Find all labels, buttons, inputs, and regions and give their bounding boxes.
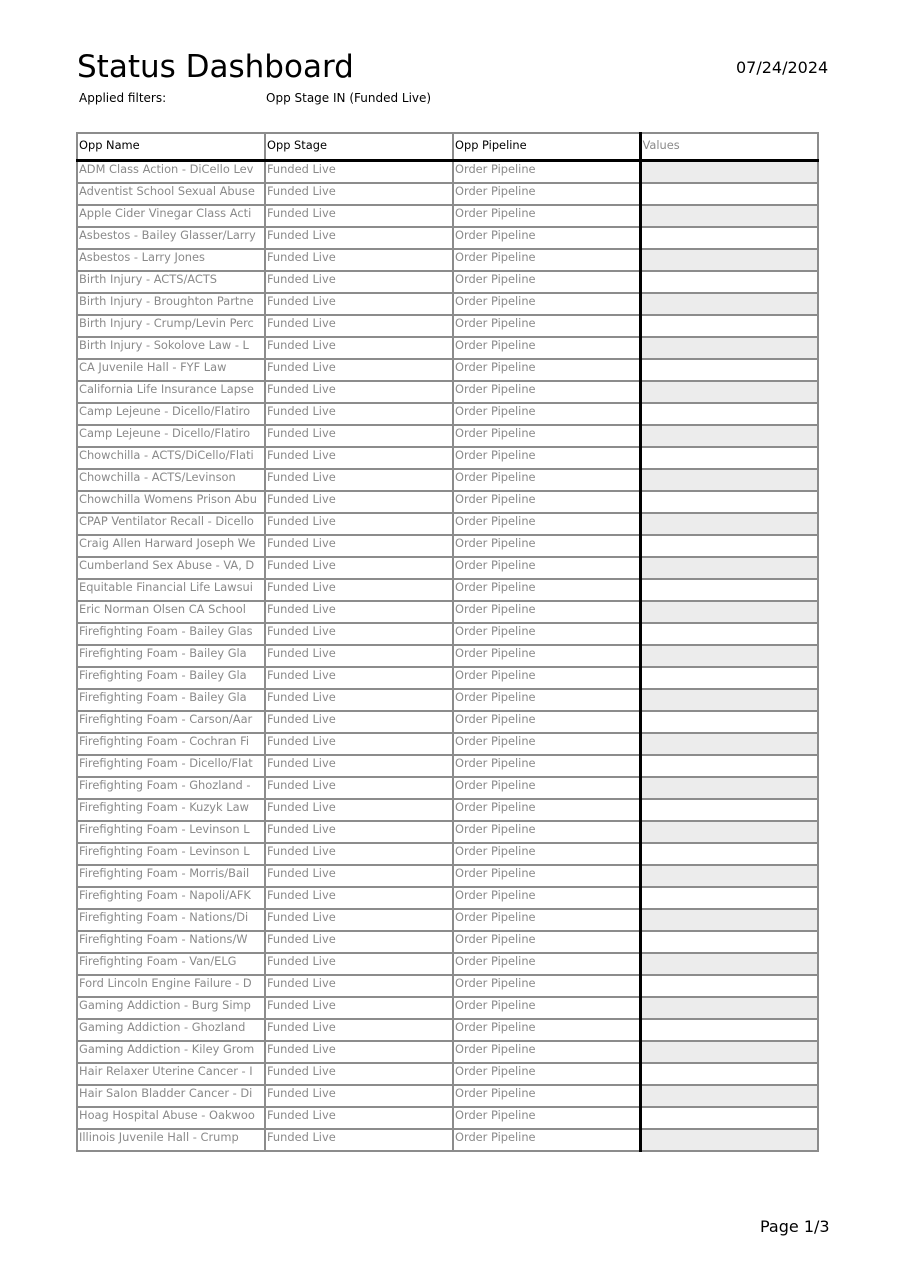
table-row	[77, 1019, 818, 1041]
table-row	[77, 557, 818, 579]
cell-opp-stage: Funded Live	[265, 359, 453, 381]
cell-opp-stage: Funded Live	[265, 227, 453, 249]
applied-filters-label: Applied filters:	[79, 91, 167, 105]
cell-values	[640, 293, 818, 315]
cell-opp-stage: Funded Live	[265, 843, 453, 865]
cell-opp-name: Chowchilla - ACTS/DiCello/Flati	[77, 447, 265, 469]
column-header-opp-pipeline: Opp Pipeline	[453, 133, 640, 161]
cell-opp-stage: Funded Live	[265, 975, 453, 997]
cell-values	[640, 1085, 818, 1107]
cell-opp-name: Eric Norman Olsen CA School	[77, 601, 265, 623]
cell-opp-pipeline: Order Pipeline	[453, 535, 640, 557]
cell-opp-name: Gaming Addiction - Burg Simp	[77, 997, 265, 1019]
cell-opp-stage: Funded Live	[265, 887, 453, 909]
cell-opp-stage: Funded Live	[265, 623, 453, 645]
cell-values	[640, 381, 818, 403]
cell-values	[640, 337, 818, 359]
table-row	[77, 381, 818, 403]
cell-opp-name: Hoag Hospital Abuse - Oakwoo	[77, 1107, 265, 1129]
cell-opp-pipeline: Order Pipeline	[453, 205, 640, 227]
cell-values	[640, 161, 818, 184]
cell-opp-stage: Funded Live	[265, 865, 453, 887]
cell-opp-stage: Funded Live	[265, 183, 453, 205]
cell-opp-stage: Funded Live	[265, 381, 453, 403]
cell-values	[640, 997, 818, 1019]
table-row	[77, 975, 818, 997]
cell-values	[640, 865, 818, 887]
cell-opp-stage: Funded Live	[265, 997, 453, 1019]
cell-opp-name: Hair Salon Bladder Cancer - Di	[77, 1085, 265, 1107]
cell-values	[640, 755, 818, 777]
cell-opp-pipeline: Order Pipeline	[453, 447, 640, 469]
cell-opp-name: Firefighting Foam - Levinson L	[77, 843, 265, 865]
table-row	[77, 535, 818, 557]
cell-values	[640, 183, 818, 205]
cell-values	[640, 777, 818, 799]
cell-opp-pipeline: Order Pipeline	[453, 777, 640, 799]
cell-values	[640, 821, 818, 843]
table-row	[77, 843, 818, 865]
table-row	[77, 1041, 818, 1063]
cell-opp-name: Birth Injury - Crump/Levin Perc	[77, 315, 265, 337]
cell-opp-name: California Life Insurance Lapse	[77, 381, 265, 403]
cell-opp-stage: Funded Live	[265, 161, 453, 184]
cell-opp-name: ADM Class Action - DiCello Lev	[77, 161, 265, 184]
cell-opp-stage: Funded Live	[265, 777, 453, 799]
table-row	[77, 1129, 818, 1151]
table-row	[77, 667, 818, 689]
table-row	[77, 799, 818, 821]
table-row	[77, 997, 818, 1019]
table-row	[77, 359, 818, 381]
cell-opp-pipeline: Order Pipeline	[453, 579, 640, 601]
cell-opp-pipeline: Order Pipeline	[453, 645, 640, 667]
cell-opp-stage: Funded Live	[265, 535, 453, 557]
cell-opp-name: Chowchilla - ACTS/Levinson	[77, 469, 265, 491]
cell-opp-pipeline: Order Pipeline	[453, 425, 640, 447]
cell-opp-pipeline: Order Pipeline	[453, 161, 640, 184]
cell-opp-pipeline: Order Pipeline	[453, 887, 640, 909]
cell-opp-pipeline: Order Pipeline	[453, 403, 640, 425]
cell-opp-stage: Funded Live	[265, 271, 453, 293]
cell-opp-pipeline: Order Pipeline	[453, 337, 640, 359]
cell-opp-name: Gaming Addiction - Kiley Grom	[77, 1041, 265, 1063]
cell-opp-pipeline: Order Pipeline	[453, 271, 640, 293]
cell-opp-stage: Funded Live	[265, 601, 453, 623]
cell-opp-name: Firefighting Foam - Cochran Fi	[77, 733, 265, 755]
cell-opp-stage: Funded Live	[265, 909, 453, 931]
cell-opp-pipeline: Order Pipeline	[453, 183, 640, 205]
table-row	[77, 689, 818, 711]
cell-opp-pipeline: Order Pipeline	[453, 469, 640, 491]
table-row	[77, 469, 818, 491]
cell-opp-pipeline: Order Pipeline	[453, 1129, 640, 1151]
cell-opp-pipeline: Order Pipeline	[453, 953, 640, 975]
cell-opp-pipeline: Order Pipeline	[453, 623, 640, 645]
cell-values	[640, 315, 818, 337]
cell-opp-stage: Funded Live	[265, 469, 453, 491]
cell-opp-stage: Funded Live	[265, 645, 453, 667]
cell-opp-name: Firefighting Foam - Carson/Aar	[77, 711, 265, 733]
cell-opp-name: Firefighting Foam - Bailey Gla	[77, 645, 265, 667]
cell-opp-pipeline: Order Pipeline	[453, 755, 640, 777]
cell-opp-pipeline: Order Pipeline	[453, 381, 640, 403]
cell-opp-stage: Funded Live	[265, 1019, 453, 1041]
cell-opp-stage: Funded Live	[265, 799, 453, 821]
table-row	[77, 271, 818, 293]
cell-values	[640, 535, 818, 557]
cell-values	[640, 843, 818, 865]
table-row	[77, 953, 818, 975]
cell-opp-pipeline: Order Pipeline	[453, 733, 640, 755]
cell-opp-name: Camp Lejeune - Dicello/Flatiro	[77, 425, 265, 447]
cell-opp-pipeline: Order Pipeline	[453, 601, 640, 623]
cell-opp-pipeline: Order Pipeline	[453, 491, 640, 513]
cell-opp-pipeline: Order Pipeline	[453, 293, 640, 315]
cell-values	[640, 931, 818, 953]
cell-values	[640, 249, 818, 271]
table-header-row	[77, 133, 818, 161]
table-row	[77, 205, 818, 227]
cell-opp-stage: Funded Live	[265, 579, 453, 601]
cell-opp-name: Firefighting Foam - Bailey Glas	[77, 623, 265, 645]
cell-opp-stage: Funded Live	[265, 491, 453, 513]
cell-opp-stage: Funded Live	[265, 513, 453, 535]
cell-values	[640, 579, 818, 601]
cell-opp-name: Birth Injury - ACTS/ACTS	[77, 271, 265, 293]
cell-opp-name: Firefighting Foam - Morris/Bail	[77, 865, 265, 887]
cell-values	[640, 909, 818, 931]
cell-opp-name: Camp Lejeune - Dicello/Flatiro	[77, 403, 265, 425]
table-row	[77, 887, 818, 909]
cell-opp-name: Gaming Addiction - Ghozland	[77, 1019, 265, 1041]
cell-opp-stage: Funded Live	[265, 1063, 453, 1085]
cell-opp-name: Firefighting Foam - Bailey Gla	[77, 667, 265, 689]
cell-values	[640, 447, 818, 469]
cell-opp-name: Firefighting Foam - Ghozland -	[77, 777, 265, 799]
table-row	[77, 513, 818, 535]
cell-opp-pipeline: Order Pipeline	[453, 865, 640, 887]
cell-opp-pipeline: Order Pipeline	[453, 931, 640, 953]
cell-opp-name: Firefighting Foam - Levinson L	[77, 821, 265, 843]
cell-opp-stage: Funded Live	[265, 689, 453, 711]
cell-opp-stage: Funded Live	[265, 337, 453, 359]
cell-opp-name: Firefighting Foam - Nations/Di	[77, 909, 265, 931]
cell-opp-pipeline: Order Pipeline	[453, 799, 640, 821]
cell-opp-stage: Funded Live	[265, 733, 453, 755]
table-row	[77, 777, 818, 799]
cell-values	[640, 887, 818, 909]
cell-values	[640, 733, 818, 755]
cell-opp-pipeline: Order Pipeline	[453, 1063, 640, 1085]
cell-values	[640, 1129, 818, 1151]
cell-opp-name: Asbestos - Bailey Glasser/Larry	[77, 227, 265, 249]
cell-opp-stage: Funded Live	[265, 447, 453, 469]
cell-opp-pipeline: Order Pipeline	[453, 513, 640, 535]
page-title: Status Dashboard	[77, 49, 354, 85]
cell-opp-name: Equitable Financial Life Lawsui	[77, 579, 265, 601]
cell-values	[640, 975, 818, 997]
table-row	[77, 645, 818, 667]
cell-opp-name: Birth Injury - Sokolove Law - L	[77, 337, 265, 359]
cell-opp-pipeline: Order Pipeline	[453, 1085, 640, 1107]
cell-opp-name: Firefighting Foam - Kuzyk Law	[77, 799, 265, 821]
cell-opp-stage: Funded Live	[265, 755, 453, 777]
cell-opp-stage: Funded Live	[265, 1129, 453, 1151]
cell-values	[640, 513, 818, 535]
cell-opp-name: Apple Cider Vinegar Class Acti	[77, 205, 265, 227]
cell-opp-stage: Funded Live	[265, 425, 453, 447]
cell-opp-pipeline: Order Pipeline	[453, 975, 640, 997]
table-row	[77, 315, 818, 337]
cell-opp-name: Firefighting Foam - Van/ELG	[77, 953, 265, 975]
cell-opp-name: Illinois Juvenile Hall - Crump	[77, 1129, 265, 1151]
cell-values	[640, 689, 818, 711]
cell-values	[640, 623, 818, 645]
cell-opp-stage: Funded Live	[265, 931, 453, 953]
cell-opp-stage: Funded Live	[265, 1085, 453, 1107]
column-header-opp-name: Opp Name	[77, 133, 265, 161]
table-row	[77, 183, 818, 205]
cell-opp-stage: Funded Live	[265, 315, 453, 337]
cell-values	[640, 403, 818, 425]
cell-opp-stage: Funded Live	[265, 821, 453, 843]
cell-values	[640, 799, 818, 821]
cell-opp-pipeline: Order Pipeline	[453, 1107, 640, 1129]
cell-opp-name: Birth Injury - Broughton Partne	[77, 293, 265, 315]
cell-values	[640, 1063, 818, 1085]
cell-opp-pipeline: Order Pipeline	[453, 359, 640, 381]
cell-values	[640, 227, 818, 249]
cell-opp-name: Ford Lincoln Engine Failure - D	[77, 975, 265, 997]
cell-values	[640, 667, 818, 689]
cell-opp-name: Craig Allen Harward Joseph We	[77, 535, 265, 557]
cell-opp-stage: Funded Live	[265, 557, 453, 579]
status-table	[76, 132, 819, 1152]
cell-opp-stage: Funded Live	[265, 1041, 453, 1063]
report-date: 07/24/2024	[736, 58, 829, 77]
cell-opp-stage: Funded Live	[265, 1107, 453, 1129]
cell-values	[640, 1107, 818, 1129]
cell-opp-pipeline: Order Pipeline	[453, 315, 640, 337]
cell-opp-name: Firefighting Foam - Napoli/AFK	[77, 887, 265, 909]
cell-opp-stage: Funded Live	[265, 205, 453, 227]
cell-opp-stage: Funded Live	[265, 293, 453, 315]
table-row	[77, 491, 818, 513]
cell-values	[640, 205, 818, 227]
cell-opp-name: Firefighting Foam - Nations/W	[77, 931, 265, 953]
table-row	[77, 293, 818, 315]
cell-opp-pipeline: Order Pipeline	[453, 227, 640, 249]
table-row	[77, 1107, 818, 1129]
cell-opp-pipeline: Order Pipeline	[453, 909, 640, 931]
cell-opp-pipeline: Order Pipeline	[453, 689, 640, 711]
table-row	[77, 227, 818, 249]
cell-opp-pipeline: Order Pipeline	[453, 667, 640, 689]
table-row	[77, 337, 818, 359]
cell-opp-pipeline: Order Pipeline	[453, 1041, 640, 1063]
table-row	[77, 161, 818, 184]
cell-opp-pipeline: Order Pipeline	[453, 249, 640, 271]
cell-opp-pipeline: Order Pipeline	[453, 1019, 640, 1041]
table-row	[77, 909, 818, 931]
cell-opp-name: CA Juvenile Hall - FYF Law	[77, 359, 265, 381]
table-row	[77, 1085, 818, 1107]
column-header-opp-stage: Opp Stage	[265, 133, 453, 161]
cell-values	[640, 1019, 818, 1041]
table-row	[77, 425, 818, 447]
table-row	[77, 711, 818, 733]
table-row	[77, 601, 818, 623]
column-header-values: Values	[640, 133, 818, 161]
cell-opp-pipeline: Order Pipeline	[453, 557, 640, 579]
cell-opp-stage: Funded Live	[265, 711, 453, 733]
cell-opp-name: Asbestos - Larry Jones	[77, 249, 265, 271]
cell-values	[640, 469, 818, 491]
cell-values	[640, 645, 818, 667]
cell-opp-name: Cumberland Sex Abuse - VA, D	[77, 557, 265, 579]
cell-opp-name: CPAP Ventilator Recall - Dicello	[77, 513, 265, 535]
table-row	[77, 447, 818, 469]
table-row	[77, 865, 818, 887]
cell-values	[640, 711, 818, 733]
cell-opp-pipeline: Order Pipeline	[453, 821, 640, 843]
table-row	[77, 403, 818, 425]
cell-values	[640, 271, 818, 293]
table-row	[77, 579, 818, 601]
cell-opp-stage: Funded Live	[265, 249, 453, 271]
cell-opp-pipeline: Order Pipeline	[453, 711, 640, 733]
cell-opp-pipeline: Order Pipeline	[453, 843, 640, 865]
table-body	[77, 161, 818, 1152]
table-row	[77, 623, 818, 645]
cell-values	[640, 1041, 818, 1063]
cell-opp-name: Chowchilla Womens Prison Abu	[77, 491, 265, 513]
cell-values	[640, 953, 818, 975]
cell-opp-stage: Funded Live	[265, 403, 453, 425]
cell-values	[640, 557, 818, 579]
cell-values	[640, 491, 818, 513]
cell-opp-stage: Funded Live	[265, 953, 453, 975]
cell-opp-pipeline: Order Pipeline	[453, 997, 640, 1019]
cell-values	[640, 601, 818, 623]
page-number: Page 1/3	[760, 1217, 830, 1236]
table-row	[77, 931, 818, 953]
cell-opp-name: Hair Relaxer Uterine Cancer - I	[77, 1063, 265, 1085]
applied-filters-value: Opp Stage IN (Funded Live)	[266, 91, 432, 105]
cell-opp-name: Firefighting Foam - Bailey Gla	[77, 689, 265, 711]
table-row	[77, 249, 818, 271]
table-row	[77, 733, 818, 755]
cell-opp-name: Adventist School Sexual Abuse	[77, 183, 265, 205]
table-row	[77, 821, 818, 843]
cell-opp-name: Firefighting Foam - Dicello/Flat	[77, 755, 265, 777]
cell-values	[640, 359, 818, 381]
cell-opp-stage: Funded Live	[265, 667, 453, 689]
table-row	[77, 1063, 818, 1085]
table-row	[77, 755, 818, 777]
cell-values	[640, 425, 818, 447]
